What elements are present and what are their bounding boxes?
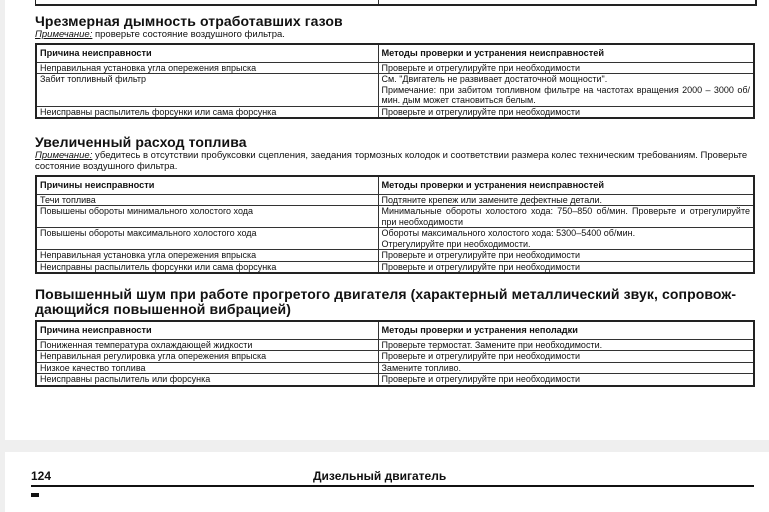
header-methods: Методы проверки и устранения неисправностей: [378, 176, 754, 194]
note-label: Примечание:: [35, 29, 93, 40]
cell-method: Проверьте и отрегулируйте при необходимости: [378, 62, 754, 74]
table-header-row: [36, 321, 754, 339]
table-row: [36, 362, 754, 374]
cell-method: [378, 228, 754, 250]
note-text: убедитесь в отсутствии пробуксовки сцепления, заедания тормозных колодок и соответствии размера колес техническим требованиям. Проверьте состояние воздушного фильтра.: [35, 150, 748, 172]
cell-method: Проверьте и отрегулируйте при необходимости: [378, 374, 754, 386]
table-header-row: [36, 176, 754, 194]
table-row: [36, 261, 754, 273]
cell-cause: Неправильная установка угла опережения впрыска: [36, 250, 378, 262]
running-header: Дизельный двигатель: [313, 469, 447, 483]
cell-method: Проверьте и отрегулируйте при необходимости: [378, 250, 754, 262]
table-row: [36, 194, 754, 206]
table-row: [36, 351, 754, 363]
section-title: Чрезмерная дымность отработавших газов: [35, 13, 343, 29]
cell-method: Проверьте и отрегулируйте при необходимости: [378, 351, 754, 363]
table-row: [36, 206, 754, 228]
cell-method: Минимальные обороты холостого хода: 750–850 об/мин. Проверьте и отрегулируйте при необходимости: [378, 206, 754, 228]
document-page: [5, 0, 769, 440]
cell-cause: Низкое качество топлива: [36, 362, 378, 374]
cell-method: Подтяните крепеж или замените дефектные детали.: [378, 194, 754, 206]
table-row: [36, 74, 754, 107]
table-row: [36, 250, 754, 262]
header-cause: Причина неисправности: [36, 321, 378, 339]
section-engine-noise: [35, 287, 755, 387]
cell-method: Замените топливо.: [378, 362, 754, 374]
table-row: [36, 374, 754, 386]
cell-cause: Неисправны распылитель форсунки или сама форсунка: [36, 106, 378, 118]
section-note: [35, 150, 755, 172]
troubleshooting-table: [35, 175, 755, 274]
document-page-next: [5, 452, 769, 512]
page-header: [31, 469, 754, 487]
section-increased-fuel-consumption: [35, 135, 755, 274]
header-methods: Методы проверки и устранения неполадки: [378, 321, 754, 339]
cell-cause: Неисправны распылитель форсунки или сама форсунка: [36, 261, 378, 273]
note-label: Примечание:: [35, 150, 93, 161]
previous-table-fragment: [35, 0, 757, 6]
header-cause: Причины неисправности: [36, 176, 378, 194]
section-title: Увеличенный расход топлива: [35, 134, 247, 150]
troubleshooting-table: [35, 43, 755, 119]
section-note: [35, 29, 755, 40]
table-header-row: [36, 44, 754, 62]
cell-cause: Повышены обороты максимального холостого хода: [36, 228, 378, 250]
cell-cause: Пониженная температура охлаждающей жидкости: [36, 339, 378, 351]
cell-cause: Неправильная регулировка угла опережения впрыска: [36, 351, 378, 363]
table-row: [36, 106, 754, 118]
header-cause: Причина неисправности: [36, 44, 378, 62]
cell-cause: Повышены обороты минимального холостого хода: [36, 206, 378, 228]
method-line: Обороты максимального холостого хода: 5300–5400 об/мин. Отрегулируйте при необходимости.: [381, 228, 636, 249]
cell-cause: Забит топливный фильтр: [36, 74, 378, 107]
cell-cause: Неисправны распылитель или форсунка: [36, 374, 378, 386]
cell-cause: Неправильная установка угла опережения впрыска: [36, 62, 378, 74]
section-excessive-smoke: [35, 14, 755, 119]
page-number: 124: [31, 469, 52, 483]
table-row: [36, 62, 754, 74]
section-title: Повышенный шум при работе прогретого двигателя (характерный металлический звук, сопровож-дающийся повышенной вибрацией): [35, 286, 737, 317]
cell-cause: Течи топлива: [36, 194, 378, 206]
table-row: [36, 228, 754, 250]
cell-method: Проверьте термостат. Замените при необходимости.: [378, 339, 754, 351]
cell-method: [378, 74, 754, 107]
text-fragment: [31, 493, 39, 497]
cell-method: Проверьте и отрегулируйте при необходимости: [378, 106, 754, 118]
method-line: См. "Двигатель не развивает достаточной мощности". Примечание: при забитом топливном фильтре на частотах вращения 2000 – 3000 об/мин. дым может становиться белым.: [381, 74, 750, 105]
troubleshooting-table: [35, 320, 755, 387]
cell-method: Проверьте и отрегулируйте при необходимости: [378, 261, 754, 273]
table-row: [36, 339, 754, 351]
header-methods: Методы проверки и устранения неисправностей: [378, 44, 754, 62]
note-text: проверьте состояние воздушного фильтра.: [92, 29, 285, 40]
